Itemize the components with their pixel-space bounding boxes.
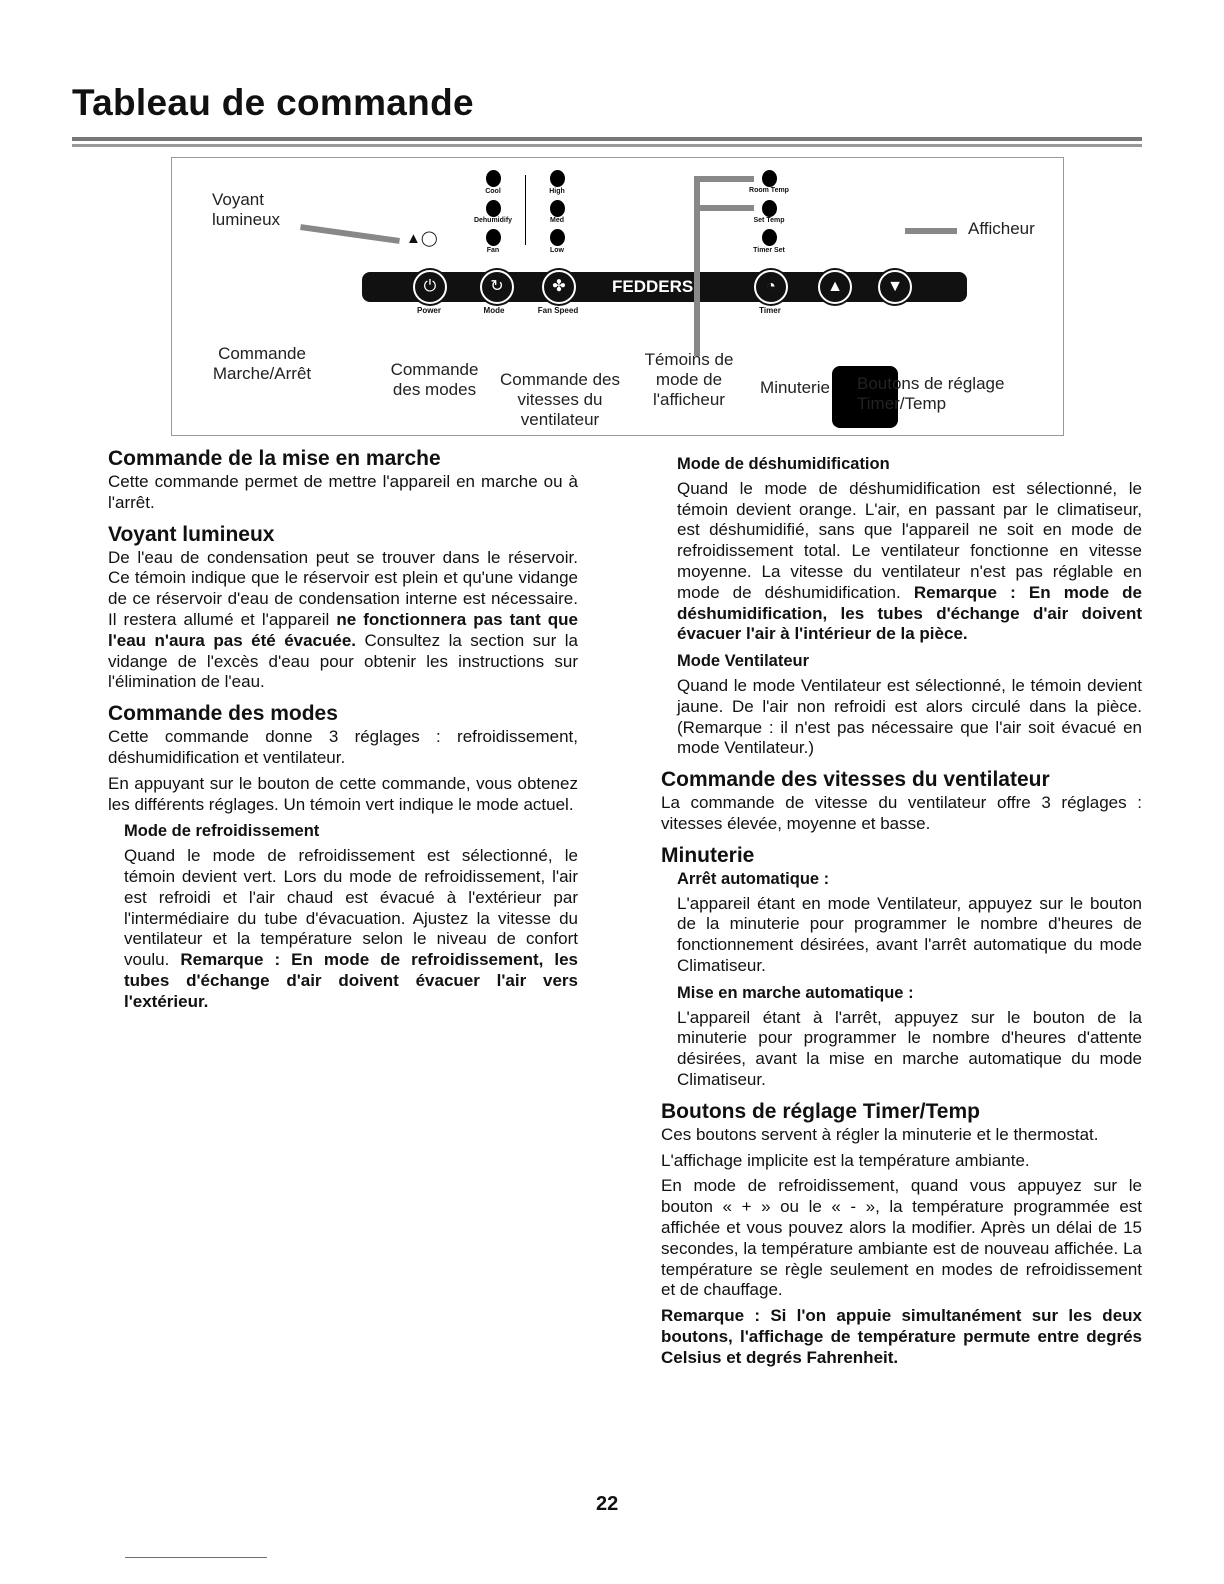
footer-line [125,1557,267,1558]
led-label: Fan [486,247,500,254]
button-label: Timer [759,306,781,315]
paragraph: Ces boutons servent à régler la minuterie et le thermostat. [661,1124,1099,1144]
subsection-heading: Mode de déshumidification [677,455,890,473]
paragraph: En mode de refroidissement, quand vous appuyez sur le bouton « + » ou le « - », la température programmée est affichée et vous pouvez alors la modifier. Après un délai de 15 secondes, la température ambiante est de nouveau affichée. La température se règle seulement en modes de refroidissement et de chauffage. [661,1176,1142,1300]
button-label: Fan Speed [537,306,579,315]
section-heading: Boutons de réglage Timer/Temp [661,1099,980,1123]
button-label: Mode [483,306,505,315]
callout-mode: Commande des modes [390,360,479,399]
callout-adjust: Boutons de réglage Timer/Temp [857,374,1005,413]
down-button: ▼ [878,270,912,304]
right-column [661,454,1142,1373]
led-label: High [549,188,565,195]
arrow-icon [694,176,700,356]
section-heading: Commande des modes [108,702,338,726]
paragraph: Cette commande permet de mettre l'appareil en marche ou à l'arrêt. [108,472,578,512]
led-label: Set Temp [753,217,785,224]
paragraph: La commande de vitesse du ventilateur offre 3 réglages : vitesses élevée, moyenne et basse. [661,793,1142,833]
page-number: 22 [596,1493,619,1515]
paragraph: Quand le mode de refroidissement est sélectionné, le témoin devient vert. Lors du mode de refroidissement, l'air est refroidi et l'air chaud est évacué à l'extérieur par l'intermédiaire du tube d'évacuation. Ajustez la vitesse du ventilateur et la température selon le niveau de confort voulu. Remarque : En mode de refroidissement, les tubes d'échange d'air doivent évacuer l'air vers l'extérieur. [124,846,578,1011]
section-heading: Voyant lumineux [108,522,275,546]
power-button: ⏻ [413,270,447,304]
button-label: Power [416,306,441,315]
divider [72,144,1142,147]
callout-fan-speed: Commande des vitesses du ventilateur [499,370,620,429]
paragraph: En appuyant sur le bouton de cette commande, vous obtenez les différents réglages. Un témoin vert indique le mode actuel. [108,773,578,814]
section-heading: Minuterie [661,843,755,867]
subsection-heading: Mode de refroidissement [124,822,320,841]
callout-timer: Minuterie [760,378,830,397]
paragraph: De l'eau de condensation peut se trouver dans le réservoir. Ce témoin indique que le réservoir est plein et qu'une vidange de ce réservoir d'eau de condensation interne est nécessaire. Il restera allumé et l'appareil ne fonctionnera pas tant que l'eau n'aura pas été évacuée. Consultez la section sur la vidange de l'excès d'eau pour obtenir les instructions sur l'élimination de l'eau. [108,547,578,692]
arrow-icon [694,205,754,211]
callout-power: Commande Marche/Arrêt [212,344,312,383]
divider [72,137,1142,141]
arrow-icon [905,228,957,234]
callout-voyant: Voyant lumineux [212,190,281,229]
paragraph: Quand le mode Ventilateur est sélectionné, le témoin devient jaune. De l'air non refroidi est alors circulé dans la pièce. (Remarque : il n'est pas nécessaire que l'air soit évacué en mode Ventilateur.) [677,675,1142,758]
paragraph: L'affichage implicite est la température ambiante. [661,1150,1030,1170]
fan-speed-button: ✤ [542,270,576,304]
subsection-heading: Mise en marche automatique : [677,983,914,1002]
warning-light-icon: ▲◯ [406,230,438,247]
paragraph: Cette commande donne 3 réglages : refroidissement, déshumidification et ventilateur. [108,727,578,767]
note-paragraph: Remarque : Si l'on appuie simultanément sur les deux boutons, l'affichage de température permute entre degrés Celsius et degrés Fahrenheit. [661,1306,1142,1367]
page-title: Tableau de commande [72,82,474,123]
subsection-heading: Mode Ventilateur [677,652,810,671]
paragraph: L'appareil étant à l'arrêt, appuyez sur le bouton de la minuterie pour programmer le nombre d'heures d'attente désirées, avant la mise en marche automatique du mode Climatiseur. [677,1007,1142,1089]
led-label: Low [550,247,564,254]
left-column [108,446,578,1018]
led-label: Cool [485,188,501,195]
control-panel-diagram [171,157,1064,436]
subsection-heading: Arrêt automatique : [677,869,830,888]
paragraph: L'appareil étant en mode Ventilateur, appuyez sur le bouton de la minuterie pour programmer le nombre d'heures de fonctionnement désirées, avant l'arrêt automatique du mode Climatiseur. [677,893,1142,975]
led-label: Dehumidify [473,217,513,224]
arrow-icon [300,224,400,244]
timer-button: ◔ [754,270,788,304]
callout-afficheur: Afficheur [968,219,1035,238]
mode-button: ↻ [480,270,514,304]
led-label: Room Temp [749,187,789,194]
callout-display-leds: Témoins de mode de l'afficheur [644,350,734,409]
led-label: Timer Set [753,247,785,254]
section-heading: Commande de la mise en marche [108,447,441,470]
section-heading: Commande des vitesses du ventilateur [661,768,1050,792]
up-button: ▲ [818,270,852,304]
brand-logo: FEDDERS [612,277,694,296]
paragraph: Quand le mode de déshumidification est sélectionné, le témoin devient orange. L'air, en passant par le climatiseur, est déshumidifié, sans que l'appareil ne soit en mode de refroidissement total. Le ventilateur fonctionne en vitesse moyenne. La vitesse du ventilateur n'est pas réglable en mode de déshumidification. Remarque : En mode de déshumidification, les tubes d'échange d'air doivent évacuer l'air à l'intérieur de la pièce. [677,478,1142,644]
led-label: Med [550,217,564,224]
arrow-icon [694,176,754,182]
